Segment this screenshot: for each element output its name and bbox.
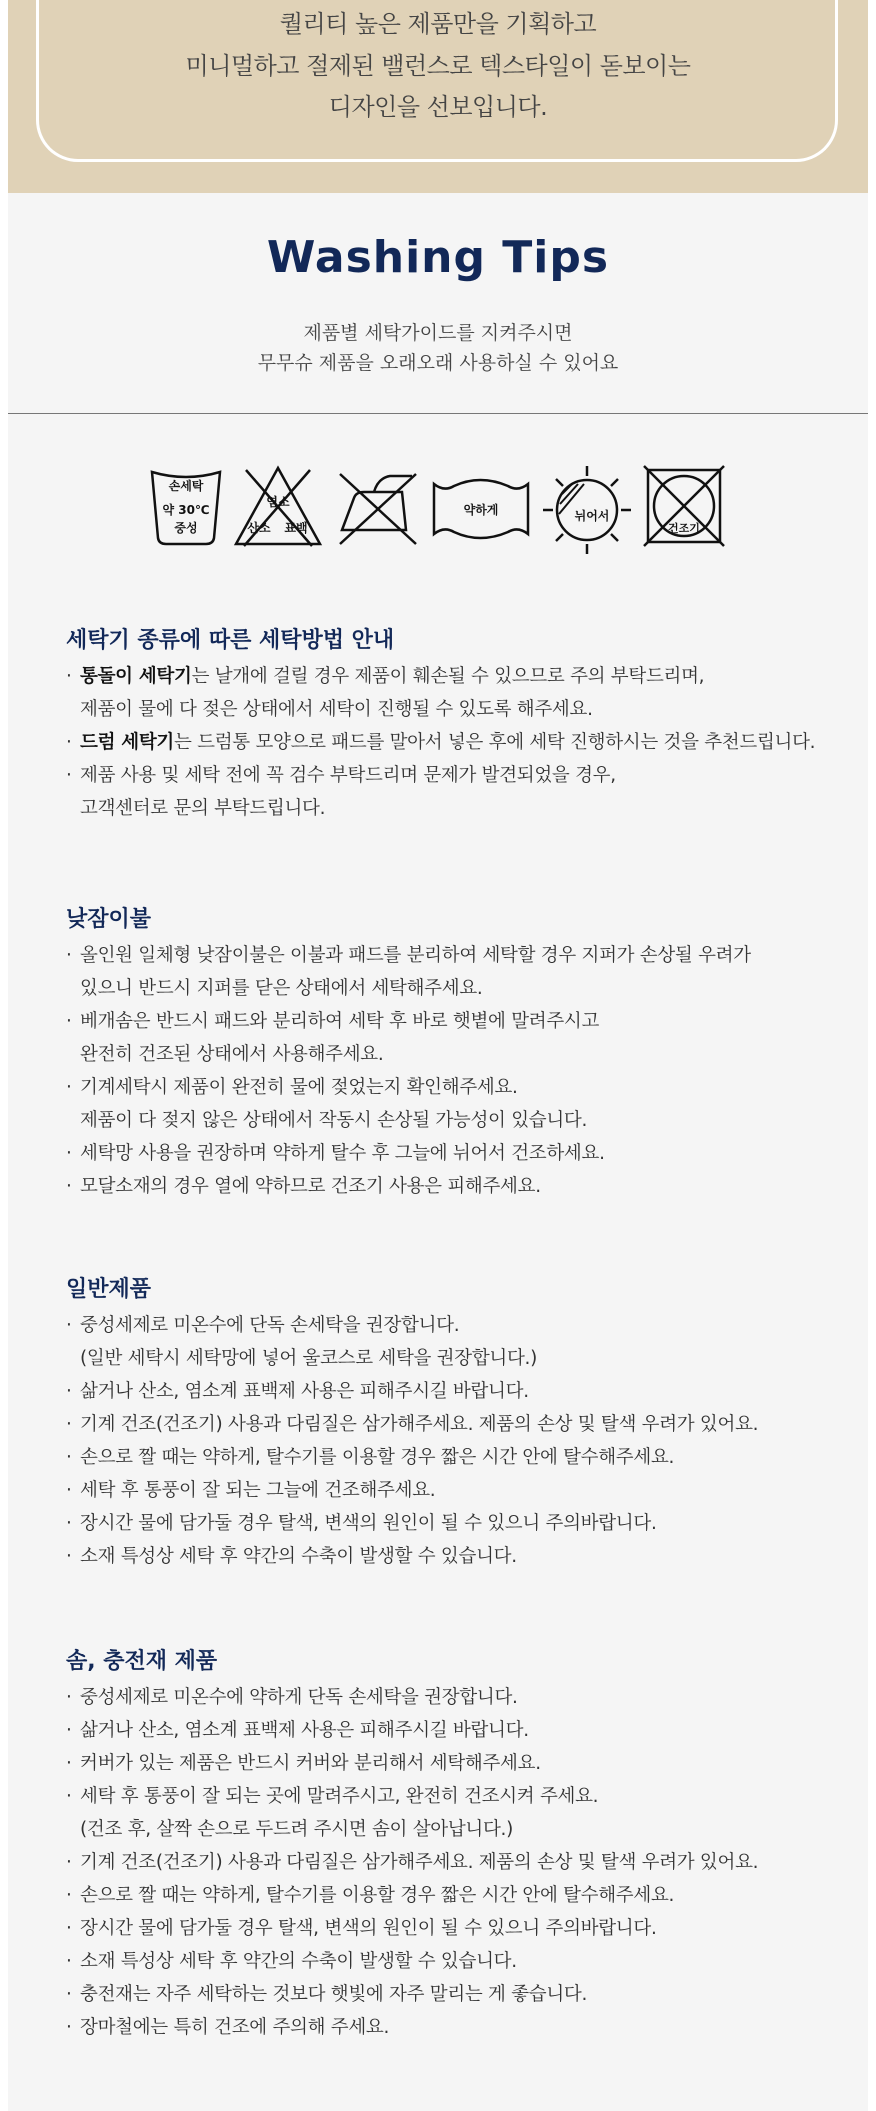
list-item: · 기계 건조(건조기) 사용과 다림질은 삼가해주세요. 제품의 손상 및 탈색 우려가 있어요. bbox=[66, 1414, 759, 1435]
list-item: · 커버가 있는 제품은 반드시 커버와 분리해서 세탁해주세요. bbox=[66, 1753, 541, 1774]
list-item: · 세탁 후 통풍이 잘 되는 곳에 말려주시고, 완전히 건조시켜 주세요. bbox=[66, 1786, 599, 1807]
washing-tips-subtitle-2: 무무슈 제품을 오래오래 사용하실 수 있어요 bbox=[257, 352, 619, 374]
intro-banner bbox=[8, 0, 868, 193]
list-item: · 제품 사용 및 세탁 전에 꼭 검수 부탁드리며 문제가 발견되었을 경우, bbox=[66, 765, 616, 786]
list-item: · 삶거나 산소, 염소계 표백제 사용은 피해주시길 바랍니다. bbox=[66, 1381, 529, 1402]
filling-product-section bbox=[66, 1645, 846, 2044]
list-item: · 장마철에는 특히 건조에 주의해 주세요. bbox=[66, 2017, 390, 2038]
svg-text:약 30℃: 약 30℃ bbox=[162, 503, 210, 517]
svg-text:약하게: 약하게 bbox=[463, 503, 499, 517]
section-title: 세탁기 종류에 따른 세탁방법 안내 bbox=[66, 628, 395, 653]
list-item: · 충전재는 자주 세탁하는 것보다 햇빛에 자주 말리는 게 좋습니다. bbox=[66, 1984, 588, 2005]
list-item: 완전히 건조된 상태에서 사용해주세요. bbox=[80, 1044, 384, 1065]
list-item: · 소재 특성상 세탁 후 약간의 수축이 발생할 수 있습니다. bbox=[66, 1951, 517, 1972]
section-title: 솜, 충전재 제품 bbox=[66, 1649, 218, 1674]
list-item: · 세탁 후 통풍이 잘 되는 그늘에 건조해주세요. bbox=[66, 1480, 436, 1501]
svg-text:표백: 표백 bbox=[284, 521, 308, 535]
svg-text:건조기: 건조기 bbox=[668, 522, 700, 535]
list-item: · 손으로 짤 때는 약하게, 탈수기를 이용할 경우 짧은 시간 안에 탈수해주세요. bbox=[66, 1885, 675, 1906]
list-item: 있으니 반드시 지퍼를 닫은 상태에서 세탁해주세요. bbox=[80, 978, 483, 999]
list-item: · 드럼 세탁기는 드럼통 모양으로 패드를 말아서 넣은 후에 세탁 진행하시는 것을 추천드립니다. bbox=[66, 732, 816, 753]
no-bleach-icon bbox=[232, 464, 324, 550]
intro-line-1: 퀄리티 높은 제품만을 기획하고 bbox=[279, 10, 597, 38]
svg-text:산소: 산소 bbox=[247, 521, 271, 535]
list-item: · 장시간 물에 담가둘 경우 탈색, 변색의 원인이 될 수 있으니 주의바랍니다. bbox=[66, 1918, 657, 1939]
list-item: · 기계 건조(건조기) 사용과 다림질은 삼가해주세요. 제품의 손상 및 탈색 우려가 있어요. bbox=[66, 1852, 759, 1873]
list-item: · 기계세탁시 제품이 완전히 물에 젖었는지 확인해주세요. bbox=[66, 1077, 518, 1098]
svg-text:손세탁: 손세탁 bbox=[168, 479, 204, 493]
washing-tips-title: Washing Tips bbox=[266, 232, 610, 283]
care-icons-row bbox=[148, 464, 738, 554]
nap-blanket-section bbox=[66, 903, 846, 1203]
svg-text:뉘어서: 뉘어서 bbox=[574, 509, 610, 523]
section-title: 낮잠이불 bbox=[66, 907, 152, 932]
list-item: · 삶거나 산소, 염소계 표백제 사용은 피해주시길 바랍니다. bbox=[66, 1720, 529, 1741]
no-iron-icon bbox=[332, 464, 422, 550]
general-product-section bbox=[66, 1273, 846, 1573]
list-item: 제품이 물에 다 젖은 상태에서 세탁이 진행될 수 있도록 해주세요. bbox=[80, 699, 593, 720]
list-item: (건조 후, 살짝 손으로 두드려 주시면 솜이 살아납니다.) bbox=[80, 1819, 514, 1840]
list-item: · 손으로 짤 때는 약하게, 탈수기를 이용할 경우 짧은 시간 안에 탈수해주세요. bbox=[66, 1447, 675, 1468]
list-item: 고객센터로 문의 부탁드립니다. bbox=[80, 798, 326, 819]
section-title: 일반제품 bbox=[66, 1277, 152, 1302]
divider bbox=[8, 413, 868, 414]
list-item: · 장시간 물에 담가둘 경우 탈색, 변색의 원인이 될 수 있으니 주의바랍니다. bbox=[66, 1513, 657, 1534]
nap-list bbox=[66, 939, 846, 1203]
shade-dry-icon bbox=[540, 464, 634, 554]
hand-wash-icon bbox=[148, 464, 224, 550]
list-item: · 모달소재의 경우 열에 약하므로 건조기 사용은 피해주세요. bbox=[66, 1176, 541, 1197]
svg-text:중성: 중성 bbox=[174, 521, 198, 535]
list-item: · 통돌이 세탁기는 날개에 걸릴 경우 제품이 훼손될 수 있으므로 주의 부탁드리며, bbox=[66, 666, 705, 687]
intro-line-2: 미니멀하고 절제된 밸런스로 텍스타일이 돋보이는 bbox=[185, 52, 691, 80]
intro-line-3: 디자인을 선보입니다. bbox=[328, 93, 548, 121]
list-item: · 중성세제로 미온수에 약하게 단독 손세탁을 권장합니다. bbox=[66, 1687, 518, 1708]
list-item: · 세탁망 사용을 권장하며 약하게 탈수 후 그늘에 뉘어서 건조하세요. bbox=[66, 1143, 605, 1164]
no-tumble-dry-icon bbox=[642, 464, 726, 550]
machine-wash-section bbox=[66, 624, 846, 825]
list-item: (일반 세탁시 세탁망에 넣어 울코스로 세탁을 권장합니다.) bbox=[80, 1348, 538, 1369]
filling-list bbox=[66, 1681, 846, 2044]
washing-tips-subtitle-1: 제품별 세탁가이드를 지켜주시면 bbox=[303, 322, 573, 344]
page bbox=[8, 0, 868, 2111]
list-item: · 올인원 일체형 낮잠이불은 이불과 패드를 분리하여 세탁할 경우 지퍼가 손상될 우려가 bbox=[66, 945, 751, 966]
list-item: · 소재 특성상 세탁 후 약간의 수축이 발생할 수 있습니다. bbox=[66, 1546, 517, 1567]
list-item: · 베개솜은 반드시 패드와 분리하여 세탁 후 바로 햇볕에 말려주시고 bbox=[66, 1011, 600, 1032]
general-list bbox=[66, 1309, 846, 1573]
list-item: 제품이 다 젖지 않은 상태에서 작동시 손상될 가능성이 있습니다. bbox=[80, 1110, 588, 1131]
list-item: · 중성세제로 미온수에 단독 손세탁을 권장합니다. bbox=[66, 1315, 460, 1336]
gentle-wring-icon bbox=[430, 464, 532, 550]
svg-text:염소: 염소 bbox=[266, 495, 290, 509]
